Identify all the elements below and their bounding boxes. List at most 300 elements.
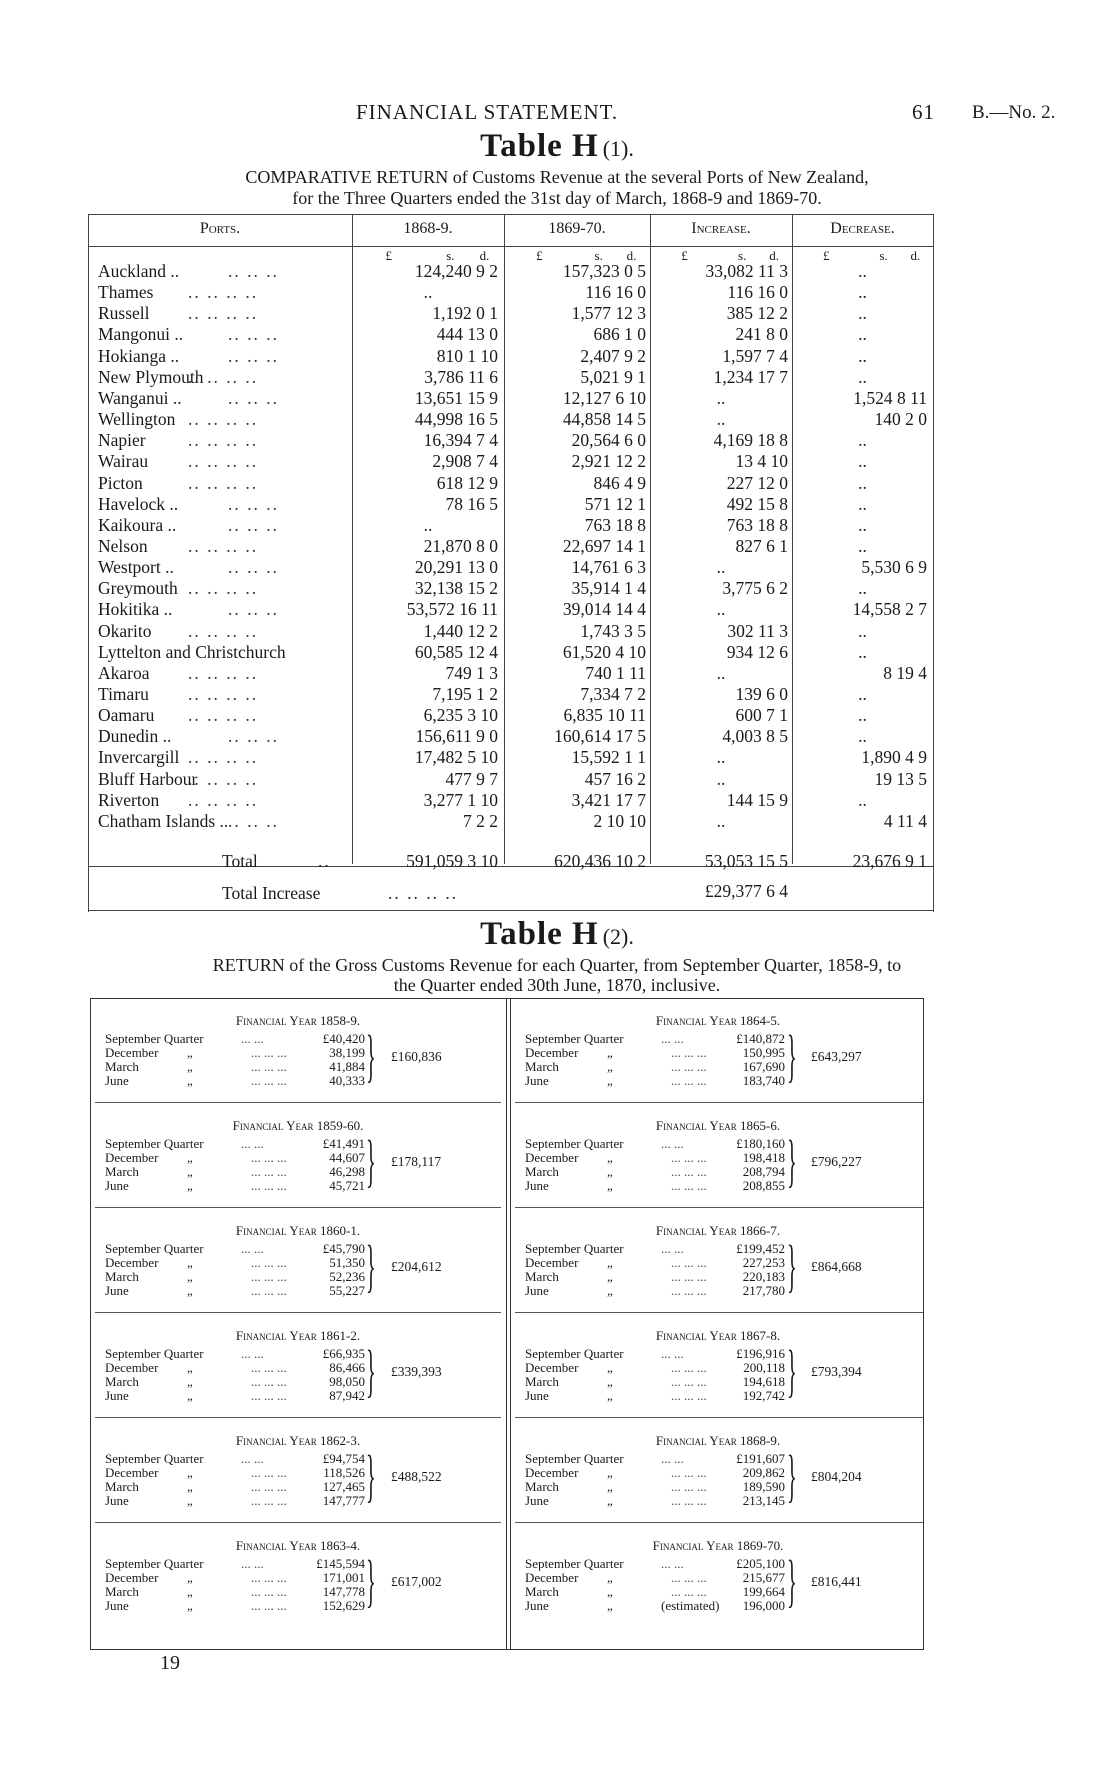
quarter-value: 55,227 [329,1283,365,1298]
leader-dots: .. .. .. .. [188,472,259,493]
quarter-label: December [105,1255,159,1270]
leader-dots: ... ... ... [671,1255,707,1270]
value-decrease: .. [858,345,867,366]
leader-dots: ... ... [661,1031,684,1046]
leader-dots: ... ... ... [671,1360,707,1375]
ditto-mark: „ [187,1360,193,1375]
brace-icon: } [366,1338,376,1403]
table2-subtitle-1: RETURN of the Gross Customs Revenue for each Quarter, from September Quarter, 1858-9, to [212,955,902,975]
quarter-label: December [525,1045,579,1060]
value-1869-70: 5,021 9 1 [580,366,646,387]
value-decrease: .. [858,366,867,387]
total-decrease-col: 23,676 9 1 [852,851,927,871]
value-increase: 934 12 6 [726,641,788,662]
quarter-value: £140,872 [736,1031,785,1046]
value-1868-9: 20,291 13 0 [414,557,498,578]
quarter-label: March [525,1269,559,1284]
total-increase-leader: .. .. .. .. [388,883,459,903]
port-name: Hokianga .. [98,345,180,366]
leader-dots: ... ... ... [671,1178,707,1193]
port-name: Auckland .. [98,261,180,281]
port-name: Wairau [98,451,149,472]
value-decrease: .. [858,514,867,535]
leader-dots: .. .. .. .. [188,620,259,641]
quarter-value: 51,350 [329,1255,365,1270]
quarter-label: June [525,1388,549,1403]
ditto-mark: „ [607,1255,613,1270]
leader-dots: ... ... [241,1451,264,1466]
leader-dots: ... ... [241,1241,264,1256]
value-1869-70: 12,127 6 10 [562,387,646,408]
unit-pound-1: £ [536,248,543,263]
brace-icon: } [366,1443,376,1508]
value-increase: 227 12 0 [726,472,788,493]
leader-dots: .. .. .. .. [188,409,259,430]
quarter-value: £145,594 [316,1556,365,1571]
brace-icon: } [366,1233,376,1298]
quarter-label: September Quarter [525,1451,624,1466]
quarter-label: September Quarter [105,1346,204,1361]
quarter-label: March [525,1479,559,1494]
unit-shilling-1: s. [594,248,603,263]
quarter-label: March [525,1059,559,1074]
quarter-value: 209,862 [742,1465,785,1480]
value-decrease: 14,558 2 7 [852,599,927,620]
value-decrease: .. [858,472,867,493]
unit-pound-3: £ [823,248,830,263]
quarter-value: 118,526 [323,1465,365,1480]
value-1869-70: 846 4 9 [593,472,646,493]
leader-dots: ... ... ... [251,1073,287,1088]
leader-dots: ... ... ... [671,1269,707,1284]
value-1868-9: 7,195 1 2 [432,684,498,704]
leader-dots: .. .. .. .. [188,430,259,451]
value-1869-70: 2 10 10 [593,810,646,831]
ditto-mark: „ [187,1465,193,1480]
year-total: £816,441 [811,1574,862,1589]
year-total: £804,204 [811,1469,862,1484]
quarter-value: 199,664 [742,1584,785,1599]
ditto-mark: „ [607,1178,613,1193]
quarter-label: December [525,1465,579,1480]
ditto-mark: „ [607,1045,613,1060]
leader-dots: .. .. .. [228,345,279,366]
quarter-label: March [105,1059,139,1074]
quarter-value: 194,618 [742,1374,785,1389]
value-1868-9: 477 9 7 [445,768,498,789]
value-1868-9: 16,394 7 4 [423,430,498,451]
quarter-value: 192,742 [742,1388,785,1403]
quarter-value: 147,778 [322,1584,365,1599]
quarter-value: 217,780 [742,1283,785,1298]
port-name: Wanganui .. [98,387,182,408]
quarter-label: June [105,1073,129,1088]
value-1869-70: 35,914 1 4 [571,578,646,599]
value-increase: 144 15 9 [726,789,788,810]
leader-dots: ... ... ... [251,1493,287,1508]
leader-dots: ... ... [661,1556,684,1571]
quarter-value: 98,050 [329,1374,365,1389]
year-total: £864,668 [811,1259,862,1274]
value-decrease: 8 19 4 [883,662,927,683]
value-decrease: .. [858,535,867,556]
port-name: Bluff Harbour [98,768,198,789]
leader-dots: ... ... ... [671,1570,707,1585]
value-increase: .. [716,599,726,620]
value-decrease: .. [858,789,867,810]
value-1869-70: 15,592 1 1 [571,747,646,768]
value-1869-70: 157,323 0 5 [562,261,646,281]
table1-subtitle-2: for the Three Quarters ended the 31st day of March, 1868-9 and 1869-70. [292,188,822,208]
year-total: £178,117 [391,1154,442,1169]
ditto-mark: „ [607,1360,613,1375]
quarter-value: 189,590 [742,1479,785,1494]
year-total: £793,394 [811,1364,862,1379]
leader-dots: .. .. .. [228,557,279,578]
value-1869-70: 22,697 14 1 [562,535,646,556]
brace-icon: } [787,1443,797,1508]
table2-subtitle-2: the Quarter ended 30th June, 1870, inclusive. [393,975,721,995]
quarter-value: 152,629 [322,1598,365,1613]
value-1869-70: 2,921 12 2 [571,451,646,472]
leader-dots: ... ... ... [251,1164,287,1179]
unit-pence-2: d. [769,248,780,263]
value-increase: 3,775 6 2 [722,578,788,599]
leader-dots: ... ... ... [671,1465,707,1480]
value-decrease: 19 13 5 [874,768,927,789]
financial-year-heading: Financial Year 1866-7. [655,1223,781,1238]
port-name: Riverton [98,789,160,810]
leader-dots: ... ... ... [251,1283,287,1298]
ditto-mark: „ [187,1493,193,1508]
value-decrease: .. [858,578,867,599]
leader-dots: .. .. .. .. [188,768,259,789]
quarter-label: December [105,1465,159,1480]
value-increase: 1,234 17 7 [713,366,788,387]
value-decrease: .. [858,282,867,303]
ditto-mark: „ [187,1374,193,1389]
unit-shilling-0: s. [446,248,455,263]
document-reference: B.—No. 2. [972,102,1056,123]
value-1869-70: 20,564 6 0 [571,430,646,451]
value-1869-70: 571 12 1 [584,493,646,514]
unit-shilling-2: s. [738,248,747,263]
quarter-value: £191,607 [736,1451,785,1466]
brace-icon: } [366,1128,376,1193]
quarter-value: 38,199 [329,1045,365,1060]
unit-pound-2: £ [681,248,688,263]
quarter-value: 183,740 [742,1073,785,1088]
value-decrease: .. [858,430,867,451]
ditto-mark: „ [607,1374,613,1389]
port-name: Hokitika .. [98,599,173,620]
ditto-mark: „ [187,1598,193,1613]
value-decrease: 1,890 4 9 [861,747,927,768]
quarter-label: September Quarter [525,1241,624,1256]
year-total: £204,612 [391,1259,442,1274]
year-total: £339,393 [391,1364,442,1379]
quarter-label: December [525,1570,579,1585]
quarter-label: December [525,1360,579,1375]
leader-dots: ... ... ... [671,1045,707,1060]
leader-dots: ... ... ... [251,1360,287,1375]
financial-year-block [511,1104,925,1209]
leader-dots: ... ... ... [251,1059,287,1074]
quarter-value: £41,491 [322,1136,365,1151]
value-1868-9: .. [423,282,433,303]
value-1869-70: 3,421 17 7 [571,789,646,810]
value-decrease: .. [858,261,867,281]
leader-dots: .. .. .. [228,493,279,514]
leader-dots: .. .. .. .. [188,705,259,726]
leader-dots: ... ... ... [671,1374,707,1389]
value-1868-9: 60,585 12 4 [414,641,498,662]
total-increase-value: £29,377 6 4 [704,881,788,901]
brace-icon: } [366,1548,376,1613]
value-1869-70: 763 18 8 [584,514,646,535]
ditto-mark: „ [607,1269,613,1284]
leader-dots: ... ... [241,1031,264,1046]
port-name: Wellington [98,409,176,430]
quarter-label: June [105,1493,129,1508]
financial-year-heading: Financial Year 1858-9. [235,1013,361,1028]
quarter-label: June [525,1073,549,1088]
value-increase: .. [716,662,726,683]
quarter-value: £180,160 [736,1136,785,1151]
quarter-label: September Quarter [105,1241,204,1256]
year-total: £488,522 [391,1469,442,1484]
brace-icon: } [787,1548,797,1613]
unit-pound-0: £ [385,248,392,263]
leader-dots: .. .. .. .. [188,451,259,472]
port-name: Okarito [98,620,152,641]
value-increase: .. [716,387,726,408]
quarter-label: September Quarter [525,1556,624,1571]
port-name: Timaru [98,684,149,704]
quarter-value: 171,001 [322,1570,365,1585]
value-1868-9: 618 12 9 [436,472,498,493]
leader-dots: .. .. .. [228,324,279,345]
ditto-mark: „ [607,1479,613,1494]
quarter-label: June [105,1388,129,1403]
value-decrease: .. [858,324,867,345]
quarter-label: December [105,1360,159,1375]
value-1868-9: 44,998 16 5 [414,409,498,430]
value-1868-9: 1,192 0 1 [432,303,498,324]
leader-dots: .. .. .. [228,387,279,408]
value-1869-70: 160,614 17 5 [554,726,646,747]
port-name: Chatham Islands .. [98,810,229,831]
ditto-mark: „ [187,1059,193,1074]
value-increase: 492 15 8 [726,493,788,514]
leader-dots: ... ... ... [251,1465,287,1480]
financial-year-block [91,1209,505,1314]
leader-dots: ... ... [661,1241,684,1256]
value-1869-70: 457 16 2 [584,768,646,789]
financial-year-block [511,1209,925,1314]
value-1868-9: 21,870 8 0 [423,535,498,556]
quarter-value: 220,183 [742,1269,785,1284]
value-increase: 385 12 2 [726,303,788,324]
quarter-value: £205,100 [736,1556,785,1571]
value-decrease: 140 2 0 [874,409,927,430]
ditto-mark: „ [187,1178,193,1193]
financial-year-heading: Financial Year 1863-4. [235,1538,361,1553]
table2-title: Table H (2). [480,916,634,952]
quarter-value: 227,253 [742,1255,785,1270]
ditto-mark: „ [187,1150,193,1165]
quarter-value: 46,298 [329,1164,365,1179]
quarter-value: £45,790 [322,1241,365,1256]
leader-dots: ... ... ... [251,1584,287,1599]
quarter-label: September Quarter [525,1346,624,1361]
financial-year-block [91,1419,505,1524]
leader-dots: .. .. .. .. [188,578,259,599]
value-1869-70: 740 1 11 [585,662,646,683]
quarter-value: 167,690 [742,1059,785,1074]
estimated-note: (estimated) [661,1598,720,1613]
leader-dots: .. .. .. .. [188,662,259,683]
ditto-mark: „ [187,1164,193,1179]
value-1868-9: 3,786 11 6 [424,366,498,387]
ditto-mark: „ [187,1073,193,1088]
port-name: Thames [98,282,154,303]
col-header-increase: Increase. [691,220,751,237]
year-total: £160,836 [391,1049,442,1064]
brace-icon: } [787,1128,797,1193]
port-name: Greymouth [98,578,178,599]
leader-dots: ... ... ... [251,1374,287,1389]
running-head: FINANCIAL STATEMENT. [356,100,619,124]
quarter-value: 198,418 [742,1150,785,1165]
brace-icon: } [366,1023,376,1088]
leader-dots: ... ... ... [671,1150,707,1165]
quarter-label: December [525,1255,579,1270]
year-total: £617,002 [391,1574,442,1589]
value-increase: .. [716,747,726,768]
value-1868-9: 2,908 7 4 [432,451,498,472]
quarter-label: March [525,1164,559,1179]
ditto-mark: „ [187,1479,193,1494]
quarter-value: 196,000 [742,1598,785,1613]
quarter-label: June [105,1283,129,1298]
quarter-label: December [105,1570,159,1585]
quarter-label: March [105,1164,139,1179]
leader-dots: .. .. .. [228,810,279,831]
value-1868-9: 78 16 5 [445,493,498,514]
table1-subtitle-1: COMPARATIVE RETURN of Customs Revenue at the several Ports of New Zealand, [245,167,869,187]
port-name: Kaikoura .. [98,514,177,535]
gross-customs-quarterly-table [90,998,924,1650]
ditto-mark: „ [607,1073,613,1088]
ditto-mark: „ [607,1570,613,1585]
value-1869-70: 14,761 6 3 [571,557,646,578]
port-name: Oamaru [98,705,155,726]
leader-dots: ... ... [241,1346,264,1361]
quarter-label: December [525,1150,579,1165]
leader-dots: ... ... ... [251,1045,287,1060]
quarter-value: £196,916 [736,1346,785,1361]
value-1868-9: 1,440 12 2 [423,620,498,641]
col-header-1868-9: 1868-9. [403,220,453,237]
quarter-value: 215,677 [742,1570,785,1585]
quarter-label: June [525,1598,549,1613]
total-label: Total [222,851,258,871]
value-decrease: .. [858,493,867,514]
leader-dots: .. .. .. [228,726,279,747]
quarter-label: June [525,1283,549,1298]
financial-year-heading: Financial Year 1869-70. [652,1538,784,1553]
leader-dots: .. .. .. .. [188,684,259,704]
ditto-mark: „ [607,1283,613,1298]
ditto-mark: „ [187,1045,193,1060]
value-increase: 4,169 18 8 [713,430,788,451]
financial-year-heading: Financial Year 1868-9. [655,1433,781,1448]
ditto-mark: „ [607,1584,613,1599]
quarter-label: June [525,1493,549,1508]
quarter-value: 41,884 [329,1059,365,1074]
value-1869-70: 39,014 14 4 [562,599,646,620]
ditto-mark: „ [187,1269,193,1284]
value-1868-9: 13,651 15 9 [414,387,498,408]
quarter-label: September Quarter [525,1136,624,1151]
leader-dots: ... ... ... [251,1598,287,1613]
ditto-mark: „ [607,1059,613,1074]
financial-year-heading: Financial Year 1867-8. [655,1328,781,1343]
financial-year-block [91,1314,505,1419]
ditto-mark: „ [187,1388,193,1403]
leader-dots: ... ... ... [251,1570,287,1585]
financial-year-block [511,1314,925,1419]
ditto-mark: „ [187,1584,193,1599]
value-increase: .. [716,557,726,578]
quarter-label: June [105,1598,129,1613]
leader-dots: ... ... ... [671,1479,707,1494]
value-decrease: .. [858,684,867,704]
port-name: Akaroa [98,662,150,683]
ditto-mark: „ [607,1388,613,1403]
value-1869-70: 1,743 3 5 [580,620,646,641]
leader-dots: ... ... ... [671,1073,707,1088]
port-name: Russell [98,303,150,324]
value-1868-9: .. [423,514,433,535]
leader-dots: ... ... ... [251,1150,287,1165]
leader-dots: .. .. .. [228,261,279,281]
quarter-label: September Quarter [105,1556,204,1571]
leader-dots: ... ... ... [251,1388,287,1403]
quarter-value: 208,855 [742,1178,785,1193]
value-decrease: 5,530 6 9 [861,557,927,578]
quarter-value: 150,995 [742,1045,785,1060]
leader-dots: ... ... [661,1136,684,1151]
quarter-label: September Quarter [525,1031,624,1046]
value-increase: 13 4 10 [735,451,788,472]
port-name: Havelock .. [98,493,179,514]
value-1868-9: 156,611 9 0 [415,726,498,747]
year-total: £796,227 [811,1154,862,1169]
leader-dots: ... ... ... [251,1255,287,1270]
year-total: £643,297 [811,1049,862,1064]
ditto-mark: „ [607,1465,613,1480]
leader-dots: ... ... [241,1556,264,1571]
financial-year-heading: Financial Year 1865-6. [655,1118,781,1133]
quarter-label: June [525,1178,549,1193]
port-name: Picton [98,472,143,493]
value-increase: 139 6 0 [735,684,788,704]
value-decrease: 1,524 8 11 [853,387,927,408]
leader-dots: ... ... ... [671,1164,707,1179]
leader-dots: .. .. .. .. [188,282,259,303]
